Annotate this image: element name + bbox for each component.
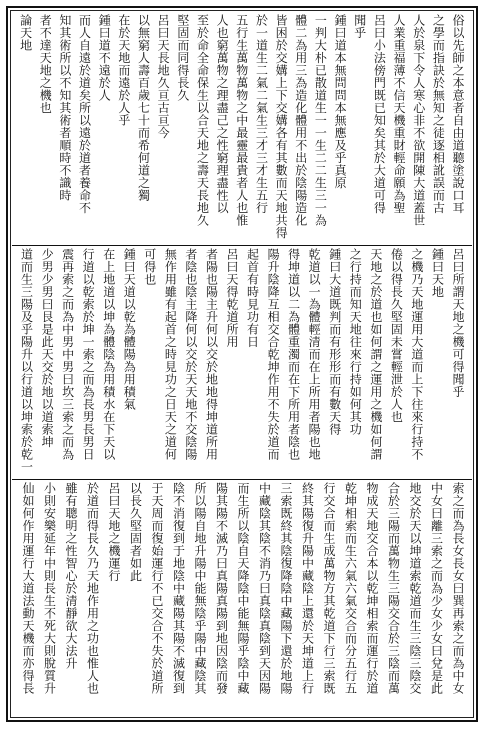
text-column: 震再索之而為中男中男曰坎三索之而為 (60, 248, 75, 461)
text-column: 物成天地交合本以乾坤相索而運行於道 (365, 482, 379, 695)
text-column: 皆困於交媾上下交媾各有其數而天地共得 (274, 14, 289, 239)
text-column: 以長久堅固者如此 (128, 482, 143, 582)
text-column: 之學而指訣於無知之徒逐相訛誤而古 (431, 14, 446, 214)
text-column: 呂曰天地之機運行 (107, 482, 121, 582)
text-column: 合於三陽而萬物生三陽交合於三陰而萬 (386, 482, 401, 695)
text-column: 呂曰天得乾道所用 (224, 248, 239, 348)
text-column: 以無窮人壽百歲七十而希何道之獨 (136, 14, 151, 202)
text-column: 之機乃天地運用大道而上下往來行持不 (409, 248, 424, 461)
text-column: 呂曰小法傍門既已知矣其於大道可得 (372, 14, 387, 214)
text-column: 俗以先師之本意者自由道聽塗說口耳 (451, 14, 465, 214)
text-column: 論天地 (18, 14, 33, 52)
text-column: 而人自遠於道矣所以遠於道者養命不 (77, 14, 92, 214)
text-column: 雖有聰明之性智心於清靜欲大法升 (64, 482, 78, 670)
text-column: 者陽也陽主升何以交於地地得坤道所用 (204, 248, 219, 461)
text-column: 而生所以陰自天降陰中能無陽乎陰中藏 (236, 482, 250, 695)
text-column: 鍾曰道本無問問本無應及乎真原 (333, 14, 348, 189)
text-column: 地交於天以坤道索乾道而生三陰三陰交 (408, 482, 422, 695)
text-column: 鍾曰天道以乾為體陽為用積氣 (122, 248, 137, 411)
text-column: 人於泉下令人寒心非不欲開陳大道蓋世 (411, 14, 426, 227)
text-column: 在上地道以坤為體陰為用積水在下天以 (101, 248, 116, 461)
text-column: 呂曰所謂天地之機可得聞乎 (451, 248, 465, 398)
text-column: 小則安樂延年中則長生不死大則脫質升 (42, 482, 57, 695)
text-column: 陽其陽不滅乃曰真陽真陽到地因陰而發 (214, 482, 229, 695)
text-column: 行交合而生成萬物方其乾道下行三索既 (322, 482, 336, 695)
text-column: 可得也 (142, 248, 157, 286)
text-column: 知其術所以不知其術者順時不識時 (57, 14, 72, 202)
text-column: 倦以得長久堅固未嘗輕泄於人也 (389, 248, 404, 423)
text-column: 無作用雖有起首之時見功之日天之道何 (163, 248, 178, 461)
text-column: 呂曰天長地久亘古亘今 (156, 14, 171, 139)
text-column: 終其陽復升陽中藏陰上還於天坤道上行 (300, 482, 315, 695)
text-column: 索之而為長女長女曰巽再索之而為中女 (451, 482, 465, 695)
text-column: 乾道以一為體輕清而在上所用者陽也地 (307, 248, 322, 461)
text-column: 陰不消復到于地陰中藏陽其陽不滅復到 (171, 482, 186, 695)
text-column: 體二為用三為造化體用不出於陰陽造化 (293, 14, 308, 227)
text-column: 鍾曰道不遠於人 (97, 14, 112, 102)
text-column: 中藏陰其陰不消乃曰真陰真陰到天因陽 (257, 482, 272, 695)
text-column: 仙如何作用運行大道法動天機而亦得長 (21, 482, 35, 695)
text-column: 之行持而知天地往來行持如何其功 (348, 248, 363, 436)
text-column: 於道而得長久乃天地作用之功也惟人也 (85, 482, 100, 695)
text-column: 于天周而復始運行不已交合不失於道所 (150, 482, 164, 695)
text-column: 起首有時見功有日 (245, 248, 260, 348)
text-column: 在於天地而遠於人乎 (116, 14, 131, 127)
text-column: 乾坤相索而生六氣六氣交合而分五行五 (343, 482, 358, 695)
text-column: 天地之於道也如何謂之運用之機如何謂 (368, 248, 383, 461)
text-column: 至於命全命保生以合天地之壽天長地久 (195, 14, 210, 227)
text-column: 得坤道以二為體重濁而在下所用者陰也 (286, 248, 301, 461)
text-column: 者不達天地之機也 (38, 14, 53, 114)
text-column: 鍾曰天地 (430, 248, 445, 298)
text-column: 陽升陰降互相交合乾坤作用不失於道而 (266, 248, 281, 461)
text-column: 道而生三陽及乎陽升以行道以坤索於乾一 (19, 248, 34, 473)
text-column: 一判大朴已散道生一一生二二生三一為 (313, 14, 328, 227)
text-column: 堅固而同得長久 (175, 14, 190, 102)
text-band-top (12, 14, 472, 246)
text-column: 聞乎 (352, 14, 367, 39)
text-column: 三索既終其陰復降陰中藏陽下還於地陽 (279, 482, 293, 695)
text-column: 五行生萬物萬物之中最靈最貴者人也惟 (234, 14, 249, 227)
scripture-page (6, 6, 478, 722)
text-column: 鍾曰大道既判而有形形而有數天得 (327, 248, 342, 436)
text-column: 行道以乾索於坤一索之而為長男長男日 (81, 248, 96, 461)
text-band-middle (12, 248, 472, 480)
text-column: 於一道生二氣二氣生三才三才生五行 (254, 14, 269, 214)
text-column: 者陰也陰主降何以交於天天地不交陰陽 (183, 248, 198, 461)
text-column: 人也窮萬物之理盡己之性窮理盡性以 (215, 14, 230, 214)
text-column: 人業重福薄不信天機重財輕命願為聖 (392, 14, 407, 214)
text-column: 少男少男曰艮是此天交於地以道索坤 (40, 248, 55, 448)
text-column: 中女曰離三索之而為少女少女曰兌是此 (429, 482, 444, 695)
text-column: 所以陽自地升陽中能無陰乎陽中藏陰其 (193, 482, 207, 695)
text-band-bottom (12, 482, 472, 716)
